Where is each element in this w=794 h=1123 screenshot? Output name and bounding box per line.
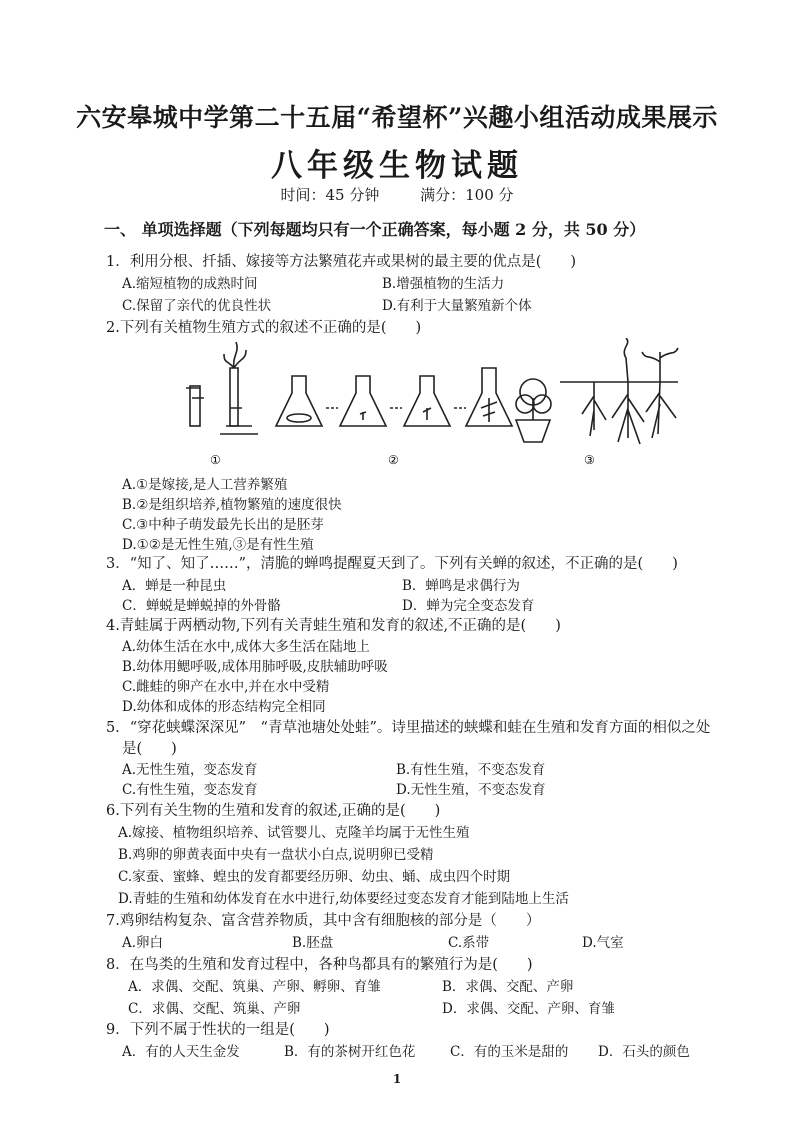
question-1-stem: 1．利用分根、扦插、嫁接等方法繁殖花卉或果树的最主要的优点是( ) — [106, 254, 577, 270]
question-2-option-d: D.①②是无性生殖,③是有性生殖 — [122, 537, 314, 553]
question-3-option-c: C．蝉蜕是蝉蜕掉的外骨骼 — [122, 598, 281, 614]
question-9-option-d: D．石头的颜色 — [598, 1044, 690, 1060]
exam-title: 八年级生物试题 — [271, 148, 523, 184]
question-6-stem: 6.下列有关生物的生殖和发育的叙述,正确的是( ) — [106, 803, 441, 819]
question-9-option-c: C．有的玉米是甜的 — [450, 1044, 569, 1060]
seed-germination-icon — [560, 338, 678, 444]
question-1-option-d: D.有利于大量繁殖新个体 — [382, 298, 532, 314]
question-8-option-d: D．求偶、交配、产卵、育雏 — [442, 1001, 615, 1017]
school-line: 六安皋城中学第二十五届“希望杯”兴趣小组活动成果展示 — [76, 103, 718, 132]
question-1-option-b: B.增强植物的生活力 — [382, 276, 505, 292]
question-7-option-b: B.胚盘 — [292, 935, 334, 951]
question-3-stem: 3．“知了、知了……”，清脆的蝉鸣提醒夏天到了。下列有关蝉的叙述，不正确的是( ) — [106, 556, 678, 572]
question-4-stem: 4.青蛙属于两栖动物,下列有关青蛙生殖和发育的叙述,不正确的是( ) — [106, 618, 561, 634]
question-8-option-c: C．求偶、交配、筑巢、产卵 — [128, 1001, 301, 1017]
question-2-stem: 2.下列有关植物生殖方式的叙述不正确的是( ) — [106, 320, 422, 336]
question-6-option-d: D.青蛙的生殖和幼体发育在水中进行,幼体要经过变态发育才能到陆地上生活 — [118, 891, 569, 907]
figure-label-2: ② — [388, 453, 399, 467]
question-2-option-c: C.③中种子萌发最先长出的是胚芽 — [122, 517, 324, 533]
question-2-option-a: A.①是嫁接,是人工营养繁殖 — [122, 477, 288, 493]
exam-meta — [0, 184, 794, 205]
question-4-option-c: C.雌蛙的卵产在水中,并在水中受精 — [122, 679, 330, 695]
question-8-option-a: A．求偶、交配、筑巢、产卵、孵卵、育雏 — [128, 979, 381, 995]
question-3-option-d: D．蝉为完全变态发育 — [402, 598, 535, 614]
question-9-option-b: B．有的茶树开红色花 — [284, 1044, 416, 1060]
question-4-option-a: A.幼体生活在水中,成体大多生活在陆地上 — [122, 639, 370, 655]
question-7-option-c: C.系带 — [448, 935, 490, 951]
question-9-stem: 9．下列不属于性状的一组是( ) — [106, 1022, 330, 1038]
question-7-option-d: D.气室 — [582, 935, 624, 951]
question-5-option-c: C.有性生殖，变态发育 — [122, 782, 258, 798]
question-5-option-b: B.有性生殖，不变态发育 — [396, 762, 546, 778]
figure-label-1: ① — [210, 453, 221, 467]
question-6-option-a: A.嫁接、植物组织培养、试管婴儿、克隆羊均属于无性生殖 — [118, 825, 470, 841]
question-3-option-b: B．蝉鸣是求偶行为 — [402, 578, 520, 594]
figure-label-3: ③ — [584, 453, 595, 467]
question-5-stem-cont: 是( ) — [122, 741, 177, 757]
page-number: 1 — [392, 1072, 402, 1086]
plant-reproduction-figure — [180, 338, 680, 470]
question-6-option-c: C.家蚕、蜜蜂、蝗虫的发育都要经历卵、幼虫、蛹、成虫四个时期 — [118, 869, 511, 885]
question-4-option-d: D.幼体和成体的形态结构完全相同 — [122, 699, 326, 715]
tissue-culture-flasks — [276, 368, 512, 426]
question-8-option-b: B．求偶、交配、产卵 — [442, 979, 574, 995]
question-9-option-a: A．有的人天生金发 — [122, 1044, 240, 1060]
question-3-option-a: A．蝉是一种昆虫 — [122, 578, 227, 594]
question-5-option-d: D.无性生殖，不变态发育 — [396, 782, 546, 798]
question-5-option-a: A.无性生殖，变态发育 — [122, 762, 258, 778]
exam-score: 满分：100 分 — [420, 186, 514, 204]
question-7-stem: 7.鸡卵结构复杂、富含营养物质，其中含有细胞核的部分是（ ） — [106, 913, 541, 929]
question-4-option-b: B.幼体用鳃呼吸,成体用肺呼吸,皮肤辅助呼吸 — [122, 659, 388, 675]
question-6-option-b: B.鸡卵的卵黄表面中央有一盘状小白点,说明卵已受精 — [118, 847, 434, 863]
grafting-icon — [186, 342, 258, 434]
question-8-stem: 8．在鸟类的生殖和发育过程中，各种鸟都具有的繁殖行为是( ) — [106, 957, 533, 973]
question-1-option-a: A.缩短植物的成熟时间 — [122, 276, 258, 292]
potted-plant-icon — [516, 379, 551, 442]
exam-time: 时间：45 分钟 — [280, 186, 380, 204]
section-heading: 一、 单项选择题（下列每题均只有一个正确答案，每小题 2 分，共 50 分） — [104, 220, 646, 239]
question-1-option-c: C.保留了亲代的优良性状 — [122, 298, 272, 314]
question-2-option-b: B.②是组织培养,植物繁殖的速度很快 — [122, 497, 342, 513]
question-5-stem: 5．“穿花蛱蝶深深见” “青草池塘处处蛙”。诗里描述的蛱蝶和蛙在生殖和发育方面的相似之处 — [106, 720, 711, 736]
question-7-option-a: A.卵白 — [122, 935, 164, 951]
